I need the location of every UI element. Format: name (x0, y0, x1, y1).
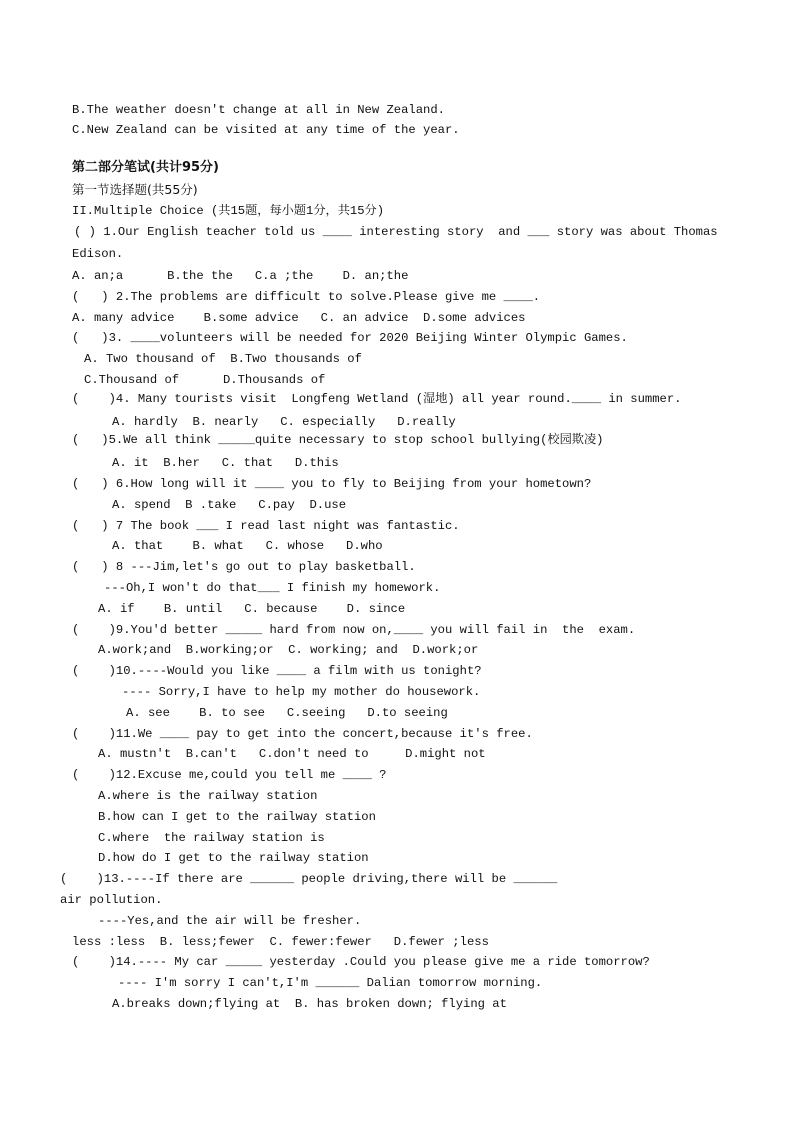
section-one-heading: 第一节选择题(共55分) (72, 182, 198, 197)
question-3-options-cd: C.Thousand of D.Thousands of (84, 373, 326, 387)
question-10-options: A. see B. to see C.seeing D.to seeing (126, 706, 448, 720)
question-6-options: A. spend B .take C.pay D.use (112, 498, 347, 512)
question-8-reply: ---Oh,I won't do that___ I finish my homework. (104, 581, 441, 595)
part-two-heading: 第二部分笔试(共计95分) (72, 160, 219, 175)
question-12-option-b: B.how can I get to the railway station (98, 810, 376, 824)
question-1-continued: Edison. (72, 247, 124, 261)
question-13-options: less :less B. less;fewer C. fewer:fewer D.fewer ;less (72, 935, 489, 949)
question-7: ( ) 7 The book ___ I read last night was fantastic. (72, 519, 460, 533)
question-3: ( )3. ____volunteers will be needed for 2020 Beijing Winter Olympic Games. (72, 331, 628, 345)
question-6: ( ) 6.How long will it ____ you to fly to Beijing from your hometown? (72, 477, 592, 491)
question-14-options: A.breaks down;flying at B. has broken down; flying at (112, 997, 507, 1011)
question-12-option-c: C.where the railway station is (98, 831, 325, 845)
question-12-option-a: A.where is the railway station (98, 789, 318, 803)
question-11-options: A. mustn't B.can't C.don't need to D.might not (98, 747, 486, 761)
question-13: ( )13.----If there are ______ people driving,there will be ______ (60, 872, 558, 886)
question-10-reply: ---- Sorry,I have to help my mother do housework. (122, 685, 481, 699)
question-10: ( )10.----Would you like ____ a film with us tonight? (72, 664, 482, 678)
question-11: ( )11.We ____ pay to get into the concert,because it's free. (72, 727, 533, 741)
multiple-choice-heading: II.Multiple Choice (共15题，每小题1分，共15分) (72, 204, 385, 218)
question-5-options: A. it B.her C. that D.this (112, 456, 339, 470)
question-4-options: A. hardly B. nearly C. especially D.really (112, 415, 456, 429)
question-7-options: A. that B. what C. whose D.who (112, 539, 383, 553)
question-12: ( )12.Excuse me,could you tell me ____ ? (72, 768, 387, 782)
question-8-options: A. if B. until C. because D. since (98, 602, 406, 616)
question-2-options: A. many advice B.some advice C. an advice D.some advices (72, 311, 526, 325)
question-9-options: A.work;and B.working;or C. working; and D.work;or (98, 643, 479, 657)
question-8: ( ) 8 ---Jim,let's go out to play basketball. (72, 560, 416, 574)
question-1-options: A. an;a B.the the C.a ;the D. an;the (72, 269, 409, 283)
question-14: ( )14.---- My car _____ yesterday .Could you please give me a ride tomorrow? (72, 955, 650, 969)
question-13-continued: air pollution. (60, 893, 163, 907)
question-12-option-d: D.how do I get to the railway station (98, 851, 369, 865)
question-13-reply: ----Yes,and the air will be fresher. (98, 914, 362, 928)
question-4: ( )4. Many tourists visit Longfeng Wetland (湿地) all year round.____ in summer. (72, 392, 682, 406)
question-14-reply: ---- I'm sorry I can't,I'm ______ Dalian tomorrow morning. (118, 976, 543, 990)
option-c-visited: C.New Zealand can be visited at any time of the year. (72, 123, 460, 137)
question-3-options-ab: A. Two thousand of B.Two thousands of (84, 352, 362, 366)
question-9: ( )9.You'd better _____ hard from now on,____ you will fail in the exam. (72, 623, 636, 637)
question-2: ( ) 2.The problems are difficult to solve.Please give me ____. (72, 290, 541, 304)
question-5: ( )5.We all think _____quite necessary to stop school bullying(校园欺凌) (72, 433, 604, 447)
option-b-weather: B.The weather doesn't change at all in New Zealand. (72, 103, 445, 117)
question-1: ( ) 1.Our English teacher told us ____ interesting story and ___ story was about Thomas (74, 225, 718, 239)
